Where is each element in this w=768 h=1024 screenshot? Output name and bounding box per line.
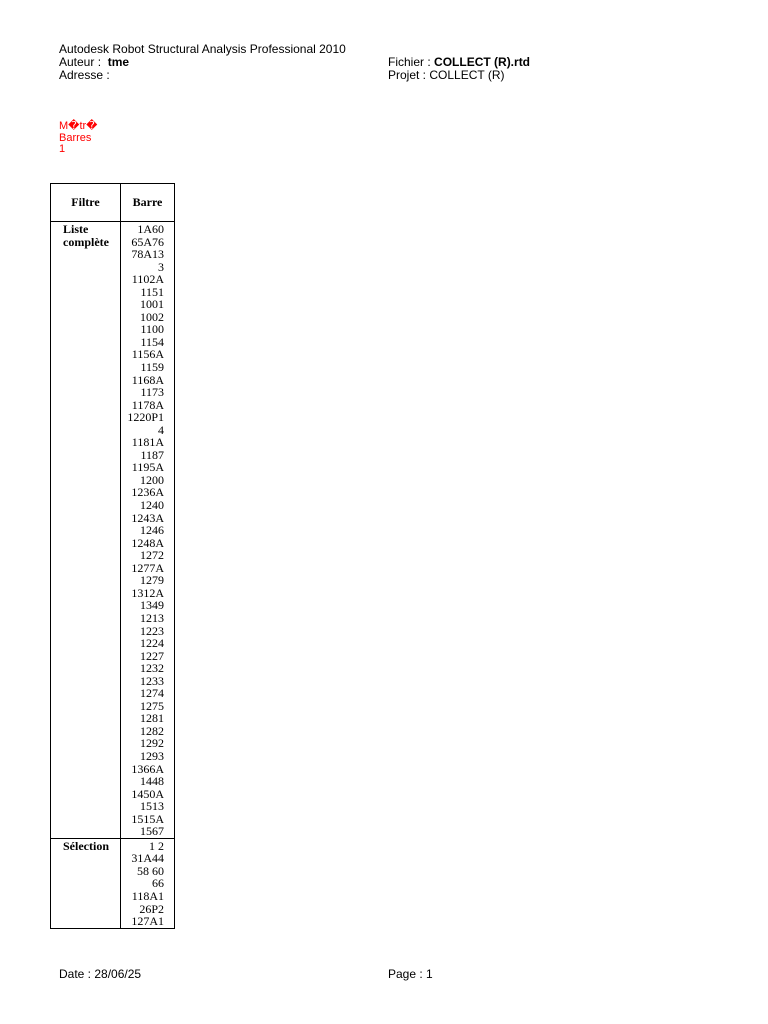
bar-value: 1246 <box>140 523 164 538</box>
section-title: M�tr� <box>59 120 98 132</box>
table-header-row <box>51 184 175 222</box>
bar-value: 1281 <box>140 711 164 726</box>
file-value: COLLECT (R).rtd <box>434 55 531 69</box>
bar-value: 1240 <box>140 498 164 513</box>
bar-value: 1232 <box>140 661 164 676</box>
table-body <box>51 222 175 929</box>
bar-value: 1277A <box>131 560 164 575</box>
bar-value: 1 2 <box>149 838 164 853</box>
bar-value: 1312A <box>131 585 164 600</box>
bar-value: 1159 <box>140 360 164 375</box>
bar-value: 1233 <box>140 673 164 688</box>
bar-value: 78A13 <box>131 247 164 262</box>
bar-value: 1213 <box>140 610 164 625</box>
bar-value: 1187 <box>140 447 164 462</box>
bar-value: 66 <box>152 876 164 891</box>
table-row <box>51 222 175 839</box>
bar-value: 31A44 <box>131 851 164 866</box>
bars-cell <box>121 838 175 928</box>
project-line <box>388 69 504 82</box>
bars-table <box>50 183 175 929</box>
bar-value: 1223 <box>140 623 164 638</box>
bar-value: 4 <box>158 422 164 437</box>
bar-value: 1366A <box>131 761 164 776</box>
bar-value: 1243A <box>131 510 164 525</box>
bar-value: 1448 <box>140 774 164 789</box>
bar-value: 1275 <box>140 698 164 713</box>
bars-cell <box>121 222 175 839</box>
file-label: Fichier : <box>388 55 431 69</box>
bar-value: 127A1 <box>131 914 164 929</box>
bar-value: 1227 <box>140 648 164 663</box>
bar-value: 1282 <box>140 723 164 738</box>
bar-value: 1A60 <box>137 222 164 236</box>
address-label: Adresse : <box>59 68 110 82</box>
bar-value: 1279 <box>140 573 164 588</box>
filter-cell: Sélection <box>51 838 121 928</box>
bar-value: 1515A <box>131 811 164 826</box>
bar-value: 1248A <box>131 535 164 550</box>
bar-value: 1200 <box>140 472 164 487</box>
bar-value: 1156A <box>131 347 164 362</box>
project-label: Projet : <box>388 68 427 82</box>
author-value: tme <box>107 55 130 69</box>
bar-value: 1236A <box>131 485 164 500</box>
bar-value: 1154 <box>140 334 164 349</box>
bar-value: 3 <box>158 259 164 274</box>
bar-value: 1178A <box>131 397 164 412</box>
header-bar: Barre <box>121 184 175 222</box>
bar-value: 1293 <box>140 748 164 763</box>
bar-value: 1173 <box>140 385 164 400</box>
bar-value: 1513 <box>140 799 164 814</box>
software-name: Autodesk Robot Structural Analysis Professional 2010 <box>59 42 346 56</box>
bar-value: 65A76 <box>131 234 164 249</box>
bar-value: 1272 <box>140 548 164 563</box>
bar-value: 1168A <box>131 372 164 387</box>
bar-value: 1220P1 <box>127 410 164 425</box>
bar-value: 1001 <box>140 297 164 312</box>
bar-value: 1450A <box>131 786 164 801</box>
footer-date: Date : 28/06/25 <box>59 967 142 981</box>
filter-cell: Liste complète <box>51 222 121 839</box>
bar-value: 1349 <box>140 598 164 613</box>
footer-page: Page : 1 <box>388 967 433 981</box>
author-label: Auteur : <box>59 55 102 69</box>
bar-value: 1102A <box>131 272 164 287</box>
bar-value: 1151 <box>140 284 164 299</box>
bar-value: 1567 <box>140 824 164 839</box>
bar-value: 1100 <box>140 322 164 337</box>
table-row <box>51 838 175 928</box>
section-number: 1 <box>59 143 66 155</box>
bar-value: 1274 <box>140 686 164 701</box>
project-value: COLLECT (R) <box>429 68 505 82</box>
bar-value: 1292 <box>140 736 164 751</box>
bar-value: 58 60 <box>137 863 164 878</box>
bar-value: 118A1 <box>131 888 164 903</box>
section-subtitle: Barres <box>59 132 92 144</box>
header-filter: Filtre <box>51 184 121 222</box>
bar-value: 1195A <box>131 460 164 475</box>
bar-value: 1224 <box>140 636 164 651</box>
bar-value: 1181A <box>131 435 164 450</box>
bar-value: 26P2 <box>139 901 164 916</box>
bar-value: 1002 <box>140 309 164 324</box>
